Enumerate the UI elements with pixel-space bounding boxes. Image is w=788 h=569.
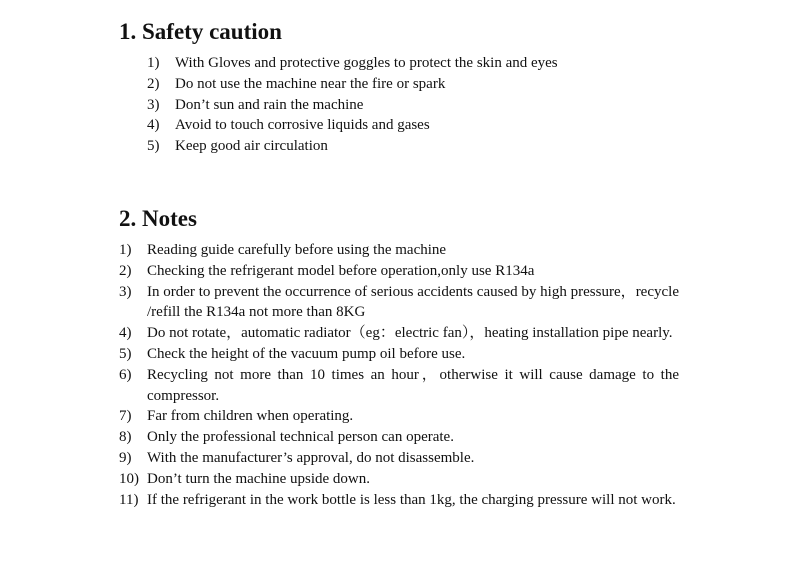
item-number: 11) — [119, 491, 139, 508]
item-number: 5) — [119, 345, 132, 362]
list-item — [119, 323, 679, 344]
item-number: 4) — [119, 325, 132, 342]
safety-caution-list — [147, 53, 707, 157]
item-number: 2) — [119, 262, 132, 279]
list-item — [147, 136, 707, 157]
item-number: 4) — [147, 117, 160, 134]
item-text: If the refrigerant in the work bottle is less than 1kg, the charging pressure will not work. — [147, 491, 676, 508]
list-item — [119, 282, 679, 324]
item-text: Keep good air circulation — [175, 138, 328, 155]
item-text: Avoid to touch corrosive liquids and gases — [175, 117, 430, 134]
item-text: Don’t turn the machine upside down. — [147, 470, 371, 487]
list-item — [147, 95, 707, 116]
item-number: 1) — [119, 242, 132, 258]
list-item — [119, 448, 679, 469]
notes-heading: 2. Notes — [119, 206, 197, 231]
item-text: Do not rotate，automatic radiator（eg：electric fan），heating installation pipe nearly. — [147, 325, 673, 342]
item-text: Only the professional technical person can operate. — [147, 429, 454, 446]
item-number: 2) — [147, 75, 160, 92]
list-item — [119, 365, 679, 407]
item-text: Don’t sun and rain the machine — [175, 96, 364, 113]
item-text: With Gloves and protective goggles to protect the skin and eyes — [175, 55, 558, 71]
list-item — [119, 490, 679, 511]
list-item — [147, 74, 707, 95]
item-text: Reading guide carefully before using the machine — [147, 242, 447, 258]
item-number: 10) — [119, 470, 139, 487]
item-number: 5) — [147, 138, 160, 155]
notes-list — [119, 240, 679, 510]
item-text: With the manufacturer’s approval, do not disassemble. — [147, 449, 475, 466]
item-number: 1) — [147, 55, 160, 71]
list-item — [147, 115, 707, 136]
list-item — [147, 53, 707, 74]
item-number: 6) — [119, 366, 132, 383]
item-text: In order to prevent the occurrence of serious accidents caused by high pressure，recycle /refill the R134a not more than 8KG — [147, 283, 679, 321]
safety-caution-heading: 1. Safety caution — [119, 19, 282, 44]
item-text: Recycling not more than 10 times an hour，otherwise it will cause damage to the compressor. — [147, 366, 679, 404]
item-number: 9) — [119, 449, 132, 466]
item-number: 3) — [147, 96, 160, 113]
item-number: 3) — [119, 283, 132, 300]
item-text: Far from children when operating. — [147, 408, 354, 425]
list-item — [119, 427, 679, 448]
list-item — [119, 261, 679, 282]
item-number: 8) — [119, 429, 132, 446]
list-item — [119, 469, 679, 490]
item-number: 7) — [119, 408, 132, 425]
list-item — [119, 344, 679, 365]
list-item — [119, 240, 679, 261]
item-text: Checking the refrigerant model before operation,only use R134a — [147, 262, 535, 279]
list-item — [119, 406, 679, 427]
item-text: Do not use the machine near the fire or spark — [175, 75, 446, 92]
item-text: Check the height of the vacuum pump oil before use. — [147, 345, 466, 362]
